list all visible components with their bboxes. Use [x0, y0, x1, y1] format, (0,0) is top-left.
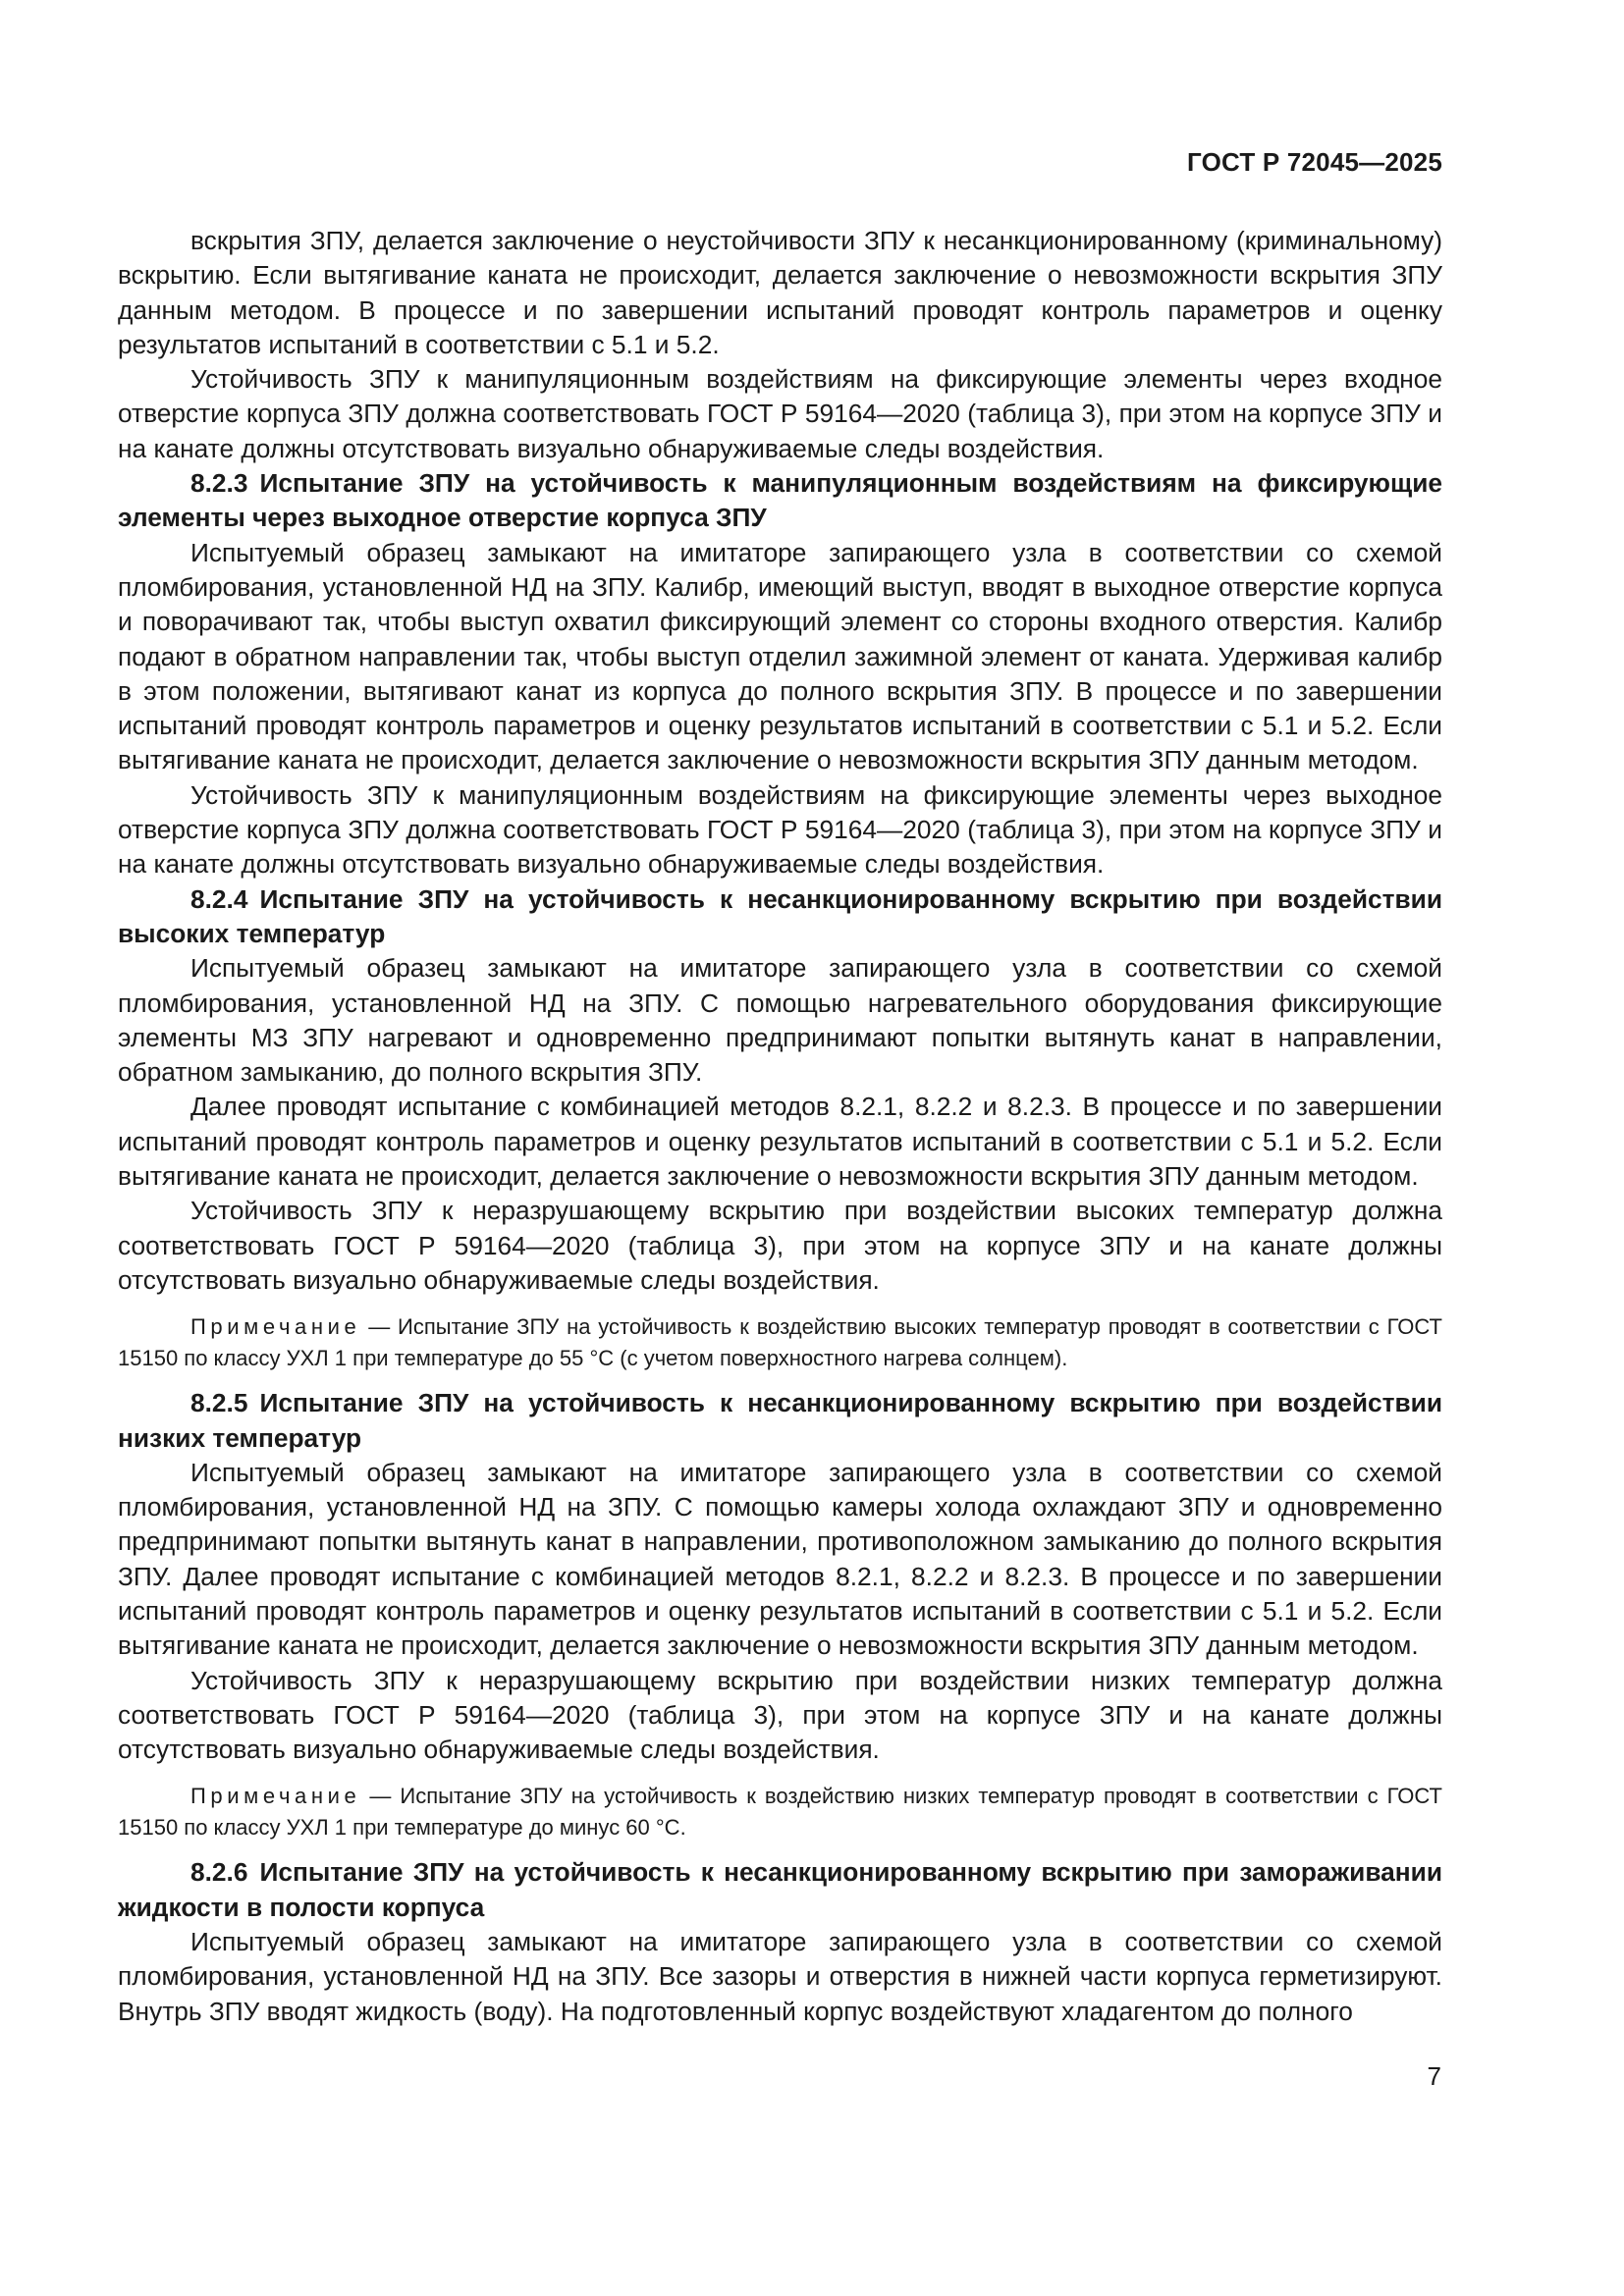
note: [118, 1311, 1442, 1374]
note-label: Примечание: [190, 1314, 361, 1340]
note-text: — Испытание ЗПУ на устойчивость к воздействию высоких температур проводят в соответствии с ГОСТ 15150 по классу УХЛ 1 при температуре до 55 °С (с учетом поверхностного нагрева солнцем).: [118, 1314, 1442, 1371]
paragraph: Устойчивость ЗПУ к манипуляционным воздействиям на фиксирующие элементы через выходное отверстие корпуса ЗПУ должна соответствовать ГОСТ Р 59164—2020 (таблица 3), при этом на корпусе ЗПУ и на канате должны отсутствовать визуально обнаруживаемые следы воздействия.: [118, 779, 1442, 880]
note-label: Примечание: [190, 1784, 361, 1809]
paragraph: вскрытия ЗПУ, делается заключение о неустойчивости ЗПУ к несанкционированному (криминальному) вскрытию. Если вытягивание каната не происходит, делается заключение о невозможности вскрытия ЗПУ данным методом. В процессе и по завершении испытаний проводят контроль параметров и оценку результатов испытаний в соответствии с 5.1 и 5.2.: [118, 226, 1442, 359]
section-heading-8-2-4: [118, 882, 1442, 952]
section-heading-8-2-5: [118, 1386, 1442, 1456]
section-number: 8.2.5: [190, 1388, 248, 1418]
page-body: [118, 224, 1442, 2029]
paragraph: Устойчивость ЗПУ к манипуляционным воздействиям на фиксирующие элементы через входное отверстие корпуса ЗПУ должна соответствовать ГОСТ Р 59164—2020 (таблица 3), при этом на корпусе ЗПУ и на канате должны отсутствовать визуально обнаруживаемые следы воздействия.: [118, 364, 1442, 463]
paragraph: Устойчивость ЗПУ к неразрушающему вскрытию при воздействии высоких температур должна соответствовать ГОСТ Р 59164—2020 (таблица 3), при этом на корпусе ЗПУ и на канате должны отсутствовать визуально обнаруживаемые следы воздействия.: [118, 1196, 1442, 1295]
note-text: — Испытание ЗПУ на устойчивость к воздействию низких температур проводят в соответствии с ГОСТ 15150 по классу УХЛ 1 при температуре до минус 60 °С.: [118, 1784, 1442, 1841]
section-title: Испытание ЗПУ на устойчивость к несанкционированному вскрытию при воздействии высоких температур: [118, 883, 1442, 948]
section-title: Испытание ЗПУ на устойчивость к несанкционированному вскрытию при замораживании жидкости в полости корпуса: [118, 1857, 1442, 1922]
paragraph: Испытуемый образец замыкают на имитаторе запирающего узла в соответствии со схемой пломбирования, установленной НД на ЗПУ. Калибр, имеющий выступ, вводят в выходное отверстие корпуса и поворачивают так, чтобы выступ охватил фиксирующий элемент со стороны входного отверстия. Калибр подают в обратном направлении так, чтобы выступ отделил зажимной элемент от каната. Удерживая калибр в этом положении, вытягивают канат из корпуса до полного вскрытия ЗПУ. В процессе и по завершении испытаний проводят контроль параметров и оценку результатов испытаний в соответствии с 5.1 и 5.2. Если вытягивание каната не происходит, делается заключение о невозможности вскрытия ЗПУ данным методом.: [118, 537, 1442, 775]
paragraph: Испытуемый образец замыкают на имитаторе запирающего узла в соответствии со схемой пломбирования, установленной НД на ЗПУ. С помощью камеры холода охлаждают ЗПУ и одновременно предпринимают попытки вытянуть канат в направлении, противоположном замыканию до полного вскрытия ЗПУ. Далее проводят испытание с комбинацией методов 8.2.1, 8.2.2 и 8.2.3. В процессе и по завершении испытаний проводят контроль параметров и оценку результатов испытаний в соответствии с 5.1 и 5.2. Если вытягивание каната не происходит, делается заключение о невозможности вскрытия ЗПУ данным методом.: [118, 1457, 1442, 1661]
paragraph: Испытуемый образец замыкают на имитаторе запирающего узла в соответствии со схемой пломбирования, установленной НД на ЗПУ. Все зазоры и отверстия в нижней части корпуса герметизируют. Внутрь ЗПУ вводят жидкость (воду). На подготовленный корпус воздействуют хладагентом до полного: [118, 1927, 1442, 2026]
page-number: 7: [1427, 2061, 1441, 2091]
section-title: Испытание ЗПУ на устойчивость к манипуляционным воздействиям на фиксирующие элементы через выходное отверстие корпуса ЗПУ: [118, 468, 1442, 533]
section-number: 8.2.4: [190, 883, 248, 914]
paragraph: Испытуемый образец замыкают на имитаторе запирающего узла в соответствии со схемой пломбирования, установленной НД на ЗПУ. С помощью нагревательного оборудования фиксирующие элементы МЗ ЗПУ нагревают и одновременно предпринимают попытки вытянуть канат в направлении, обратном замыканию, до полного вскрытия ЗПУ.: [118, 953, 1442, 1088]
section-title: Испытание ЗПУ на устойчивость к несанкционированному вскрытию при воздействии низких температур: [118, 1388, 1442, 1453]
section-heading-8-2-6: [118, 1855, 1442, 1925]
note: [118, 1781, 1442, 1843]
section-number: 8.2.3: [190, 468, 248, 499]
paragraph: Далее проводят испытание с комбинацией методов 8.2.1, 8.2.2 и 8.2.3. В процессе и по завершении испытаний проводят контроль параметров и оценку результатов испытаний в соответствии с 5.1 и 5.2. Если вытягивание каната не происходит, делается заключение о невозможности вскрытия ЗПУ данным методом.: [118, 1092, 1442, 1192]
section-heading-8-2-3: [118, 466, 1442, 536]
paragraph: Устойчивость ЗПУ к неразрушающему вскрытию при воздействии низких температур должна соответствовать ГОСТ Р 59164—2020 (таблица 3), при этом на корпусе ЗПУ и на канате должны отсутствовать визуально обнаруживаемые следы воздействия.: [118, 1665, 1442, 1765]
document-code-header: ГОСТ Р 72045—2025: [1187, 147, 1442, 177]
section-number: 8.2.6: [190, 1857, 248, 1888]
